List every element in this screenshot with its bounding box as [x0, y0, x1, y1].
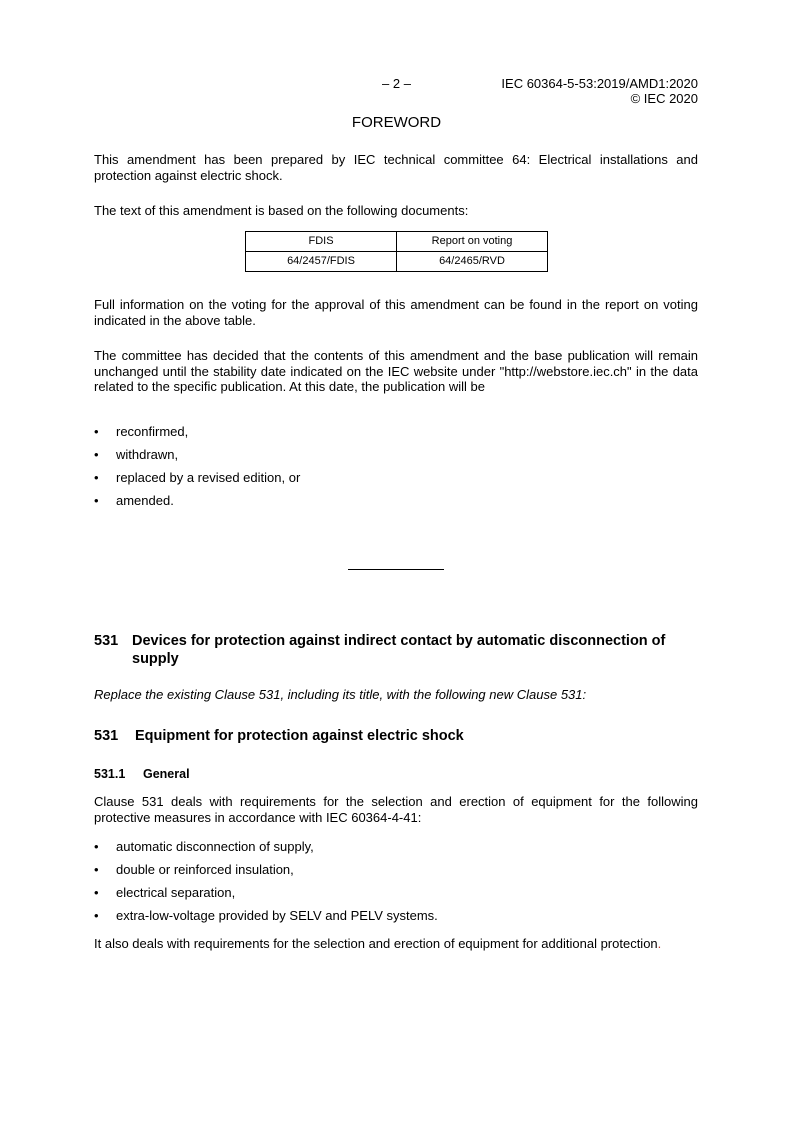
subclause-bullet-list [94, 839, 698, 931]
table-header-row [246, 232, 548, 252]
new-clause-heading [94, 729, 464, 745]
old-clause-title: Devices for protection against indirect contact by automatic disconnection of supply [132, 633, 666, 667]
list-item [94, 424, 698, 447]
old-clause-number: 531 [94, 633, 119, 649]
table-cell: 64/2465/RVD [397, 252, 548, 272]
list-item [94, 447, 698, 470]
subclause-paragraph-2-text: It also deals with requirements for the selection and erection of equipment for additional protection [94, 936, 658, 951]
bullet-icon: • [94, 470, 99, 485]
foreword-paragraph-4: The committee has decided that the contents of this amendment and the base publication will remain unchanged until the stability date indicated on the IEC website under "http://webstore.iec.ch" in the data related to the specific publication. At this date, the publication will be [94, 348, 698, 394]
amendment-instruction: Replace the existing Clause 531, including its title, with the following new Clause 531: [94, 687, 587, 702]
page-number: – 2 – [382, 76, 411, 91]
bullet-icon: • [94, 493, 99, 508]
subclause-number: 531.1 [94, 767, 126, 781]
list-item [94, 493, 698, 516]
document-id: IEC 60364-5-53:2019/AMD1:2020 [501, 76, 698, 91]
list-item [94, 885, 698, 908]
old-clause-heading [94, 632, 698, 668]
document-header [501, 76, 698, 106]
new-clause-number: 531 [94, 728, 119, 744]
list-item-text: double or reinforced insulation, [116, 862, 294, 877]
table-header-cell: FDIS [246, 232, 397, 252]
list-item [94, 839, 698, 862]
bullet-icon: • [94, 839, 99, 854]
list-item [94, 470, 698, 493]
table-cell: 64/2457/FDIS [246, 252, 397, 272]
voting-documents-table [245, 231, 548, 272]
foreword-title: FOREWORD [351, 114, 442, 131]
bullet-icon: • [94, 447, 99, 462]
list-item [94, 862, 698, 885]
table-header-cell: Report on voting [397, 232, 548, 252]
list-item-text: reconfirmed, [116, 424, 189, 439]
foreword-paragraph-1: This amendment has been prepared by IEC technical committee 64: Electrical installations and protection against electric shock. [94, 152, 698, 183]
section-divider [348, 569, 444, 570]
table-row [246, 252, 548, 272]
bullet-icon: • [94, 424, 99, 439]
foreword-paragraph-3: Full information on the voting for the approval of this amendment can be found in the report on voting indicated in the above table. [94, 297, 698, 328]
list-item-text: withdrawn, [116, 447, 179, 462]
list-item-text: replaced by a revised edition, or [116, 470, 301, 485]
subclause-heading [94, 767, 190, 783]
list-item-text: extra-low-voltage provided by SELV and PELV systems. [116, 908, 438, 923]
list-item-text: amended. [116, 493, 174, 508]
foreword-bullet-list [94, 424, 698, 516]
subclause-title: General [143, 767, 190, 781]
list-item-text: automatic disconnection of supply, [116, 839, 314, 854]
new-clause-title: Equipment for protection against electric shock [135, 728, 464, 744]
list-item-text: electrical separation, [116, 885, 236, 900]
copyright-notice: © IEC 2020 [630, 91, 698, 106]
subclause-paragraph-2 [94, 936, 698, 952]
subclause-paragraph-2-period: . [657, 936, 662, 951]
bullet-icon: • [94, 908, 99, 923]
list-item [94, 908, 698, 931]
foreword-paragraph-2: The text of this amendment is based on the following documents: [94, 203, 469, 218]
bullet-icon: • [94, 885, 99, 900]
subclause-paragraph-1: Clause 531 deals with requirements for the selection and erection of equipment for the following protective measures in accordance with IEC 60364-4-41: [94, 794, 698, 825]
bullet-icon: • [94, 862, 99, 877]
